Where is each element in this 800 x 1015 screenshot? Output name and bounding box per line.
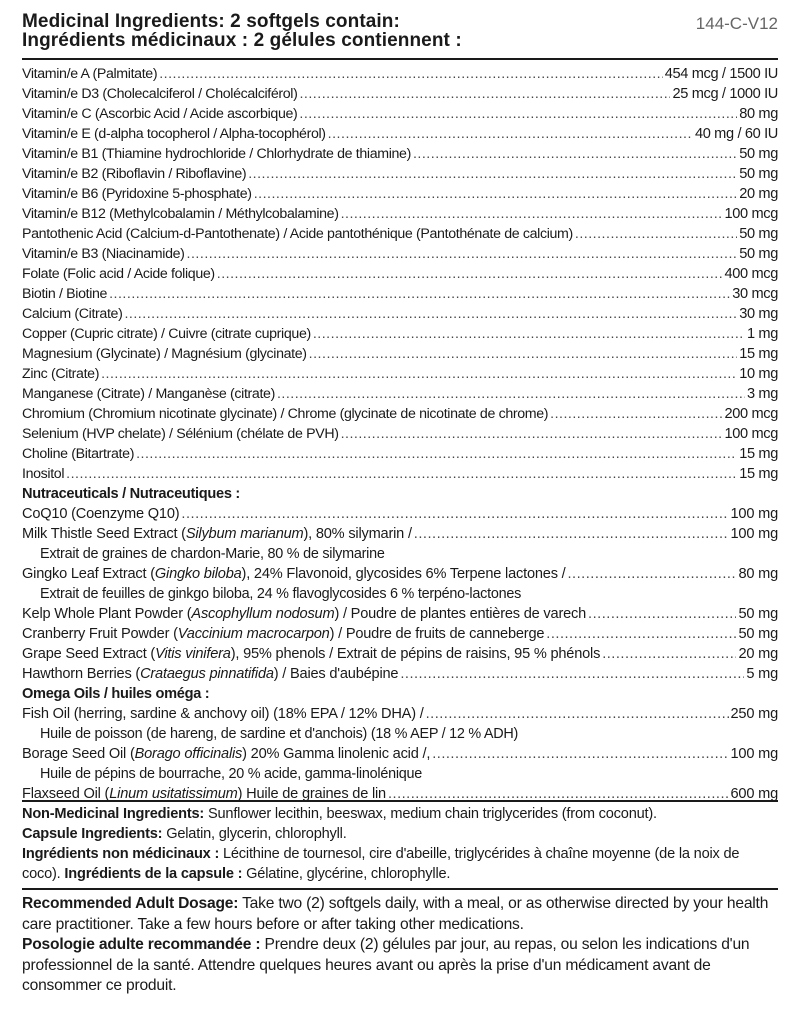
ingredient-name-part: Cranberry Fruit Powder ( [22, 626, 178, 642]
dosage-block [22, 894, 778, 997]
ingredient-amount: 30 mcg [732, 286, 778, 302]
ingredient-name: Folate (Folic acid / Acide folique) [22, 266, 215, 282]
ingredient-name-part: ), 95% phenols / Extrait de pépins de raisins, 95 % phénols [230, 646, 601, 662]
dot-leader [297, 104, 737, 124]
ingredient-row [22, 504, 778, 524]
dot-leader [157, 64, 662, 84]
ingredient-amount: 400 mcg [724, 266, 778, 282]
ingredient-name [22, 564, 566, 584]
ingredient-row [22, 744, 778, 764]
ingredient-row [22, 264, 778, 284]
label-header [22, 12, 778, 50]
ingredient-amount: 50 mg [739, 166, 778, 182]
latin-name: Borago officinalis [134, 746, 243, 762]
dot-leader [573, 224, 737, 244]
ingredient-row [22, 124, 778, 144]
ingredient-row [22, 444, 778, 464]
ingredient-name [22, 744, 430, 764]
ingredient-row [22, 304, 778, 324]
ingredient-name-part: Fish Oil (herring, sardine & anchovy oil) (18% EPA / 12% DHA) / [22, 706, 424, 722]
dot-leader [185, 244, 738, 264]
latin-name: Linum usitatissimum [109, 786, 238, 802]
ingredient-amount: 50 mg [738, 626, 778, 642]
omega-list [22, 704, 778, 804]
dot-leader [99, 364, 737, 384]
ingredient-name-part: Flaxseed Oil ( [22, 786, 110, 802]
ingredient-row [22, 704, 778, 724]
ingredient-amount: 100 mg [730, 746, 778, 762]
non-medicinal-fr: Ingrédients non médicinaux : Lécithine de tournesol, cire d'abeille, triglycérides à chaîne moyenne (de la noix de coco). Ingrédients de la capsule : Gélatine, glycérine, chlorophylle. [22, 846, 740, 882]
dot-leader [339, 204, 723, 224]
ingredient-translation: Huile de poisson (de hareng, de sardine et d'anchois) (18 % AEP / 12 % ADH) [40, 726, 519, 742]
dot-leader [548, 404, 722, 424]
dot-leader [134, 444, 737, 464]
ingredient-row [22, 104, 778, 124]
ingredient-name-part: Hawthorn Berries ( [22, 666, 141, 682]
ingredient-name-part: ), 24% Flavonoid, glycosides 6% Terpene lactones / [241, 566, 566, 582]
ingredient-amount: 3 mg [746, 386, 778, 402]
ingredient-name: Zinc (Citrate) [22, 366, 100, 382]
ingredient-name [22, 624, 544, 644]
ingredient-name-part: ) 20% Gamma linolenic acid /, [242, 746, 431, 762]
latin-name: Vitis vinifera [155, 646, 231, 662]
dot-leader [600, 644, 736, 664]
latin-name: Crataegus pinnatifida [140, 666, 274, 682]
ingredient-name: Chromium (Chromium nicotinate glycinate) / Chrome (glycinate de nicotinate de chrome) [22, 406, 549, 422]
ingredient-row [22, 284, 778, 304]
dot-leader [179, 504, 728, 524]
ingredient-name: Pantothenic Acid (Calcium-d-Pantothenate) / Acide pantothénique (Pantothénate de calcium) [22, 226, 573, 242]
ingredient-name: Vitamin/e B1 (Thiamine hydrochloride / Chlorhydrate de thiamine) [22, 146, 411, 162]
ingredient-name: Calcium (Citrate) [22, 306, 123, 322]
ingredient-row [22, 204, 778, 224]
ingredient-amount: 50 mg [739, 146, 778, 162]
ingredient-amount: 80 mg [738, 566, 778, 582]
ingredient-name-part: Grape Seed Extract ( [22, 646, 156, 662]
ingredient-translation: Huile de pépins de bourrache, 20 % acide, gamma-linolénique [40, 766, 423, 782]
ingredient-amount: 50 mg [739, 246, 778, 262]
ingredient-row [22, 184, 778, 204]
ingredient-name-part: ) / Poudre de plantes entières de varech [334, 606, 587, 622]
omega-heading: Omega Oils / huiles oméga : [22, 686, 210, 702]
ingredients-divider [22, 800, 778, 802]
ingredient-row [22, 384, 778, 404]
ingredient-name: Inositol [22, 466, 65, 482]
ingredient-name: Vitamin/e B6 (Pyridoxine 5-phosphate) [22, 186, 252, 202]
title-english: Medicinal Ingredients: 2 softgels contain: [22, 11, 400, 32]
ingredient-amount: 20 mg [738, 646, 778, 662]
dosage-divider [22, 888, 778, 890]
ingredient-name-part: ) / Baies d'aubépine [273, 666, 399, 682]
dot-leader [107, 284, 730, 304]
product-code: 144-C-V12 [695, 14, 778, 33]
ingredient-amount: 20 mg [739, 186, 778, 202]
ingredient-name-part: Gingko Leaf Extract ( [22, 566, 155, 582]
ingredient-name-part: ) / Poudre de fruits de canneberge [329, 626, 545, 642]
dot-leader [339, 424, 723, 444]
ingredient-translation: Extrait de feuilles de ginkgo biloba, 24 % flavoglycosides 6 % terpéno-lactones [40, 586, 522, 602]
ingredient-row [22, 164, 778, 184]
ingredient-row [22, 664, 778, 684]
ingredient-name [22, 644, 600, 664]
ingredient-row [22, 244, 778, 264]
ingredient-amount: 50 mg [738, 606, 778, 622]
ingredient-amount: 40 mg / 60 IU [694, 126, 778, 142]
ingredient-row [22, 364, 778, 384]
ingredient-amount: 15 mg [739, 446, 778, 462]
ingredient-amount: 600 mg [730, 786, 778, 802]
latin-name: Ascophyllum nodosum [191, 606, 335, 622]
ingredient-row [22, 224, 778, 244]
ingredient-amount: 30 mg [739, 306, 778, 322]
ingredient-row [22, 604, 778, 624]
ingredient-name: Vitamin/e B2 (Riboflavin / Riboflavine) [22, 166, 247, 182]
ingredient-row [22, 424, 778, 444]
ingredient-name: Vitamin/e C (Ascorbic Acid / Acide ascorbique) [22, 106, 298, 122]
ingredient-name: CoQ10 (Coenzyme Q10) [22, 506, 180, 522]
ingredient-name [22, 664, 398, 684]
ingredient-translation: Extrait de graines de chardon-Marie, 80 % de silymarine [40, 546, 385, 562]
title-french: Ingrédients médicinaux : 2 gélules contiennent : [22, 30, 462, 51]
ingredient-amount: 454 mcg / 1500 IU [664, 66, 778, 82]
dosage-en: Recommended Adult Dosage: Take two (2) softgels daily, with a meal, or as otherwise directed by your health care practitioner. Take a few hours before or after taking other medications. [22, 895, 769, 933]
dot-leader [398, 664, 744, 684]
dot-leader [311, 324, 745, 344]
latin-name: Vaccinium macrocarpon [177, 626, 330, 642]
dot-leader [122, 304, 737, 324]
nutraceuticals-heading: Nutraceuticals / Nutraceutiques : [22, 486, 240, 502]
ingredient-amount: 25 mcg / 1000 IU [672, 86, 778, 102]
ingredient-row [22, 564, 778, 584]
ingredient-amount: 1 mg [746, 326, 778, 342]
dot-leader [64, 464, 737, 484]
dot-leader [215, 264, 723, 284]
ingredient-row [22, 344, 778, 364]
ingredient-name: Vitamin/e A (Palmitate) [22, 66, 158, 82]
nutraceuticals-list [22, 504, 778, 684]
ingredient-name: Vitamin/e B12 (Methylcobalamin / Méthylcobalamine) [22, 206, 339, 222]
ingredient-row [22, 144, 778, 164]
ingredient-row [22, 84, 778, 104]
ingredient-list [22, 64, 778, 804]
dot-leader [307, 344, 738, 364]
ingredient-row [22, 324, 778, 344]
ingredient-name: Manganese (Citrate) / Manganèse (citrate) [22, 386, 275, 402]
ingredient-amount: 10 mg [739, 366, 778, 382]
ingredient-amount: 15 mg [739, 466, 778, 482]
ingredient-name [22, 604, 586, 624]
ingredient-row [22, 624, 778, 644]
dot-leader [586, 604, 736, 624]
capsule-en: Capsule Ingredients: Gelatin, glycerin, chlorophyll. [22, 826, 347, 842]
dot-leader [411, 144, 737, 164]
ingredient-name-part: Kelp Whole Plant Powder ( [22, 606, 192, 622]
dosage-fr: Posologie adulte recommandée : Prendre deux (2) gélules par jour, au repas, ou selon les indications d'un professionnel de la santé. Attendre quelques heures avant ou après la prise d'un médicament avant de consommer ce produit. [22, 936, 750, 994]
dot-leader [424, 704, 729, 724]
dot-leader [412, 524, 729, 544]
ingredient-row [22, 404, 778, 424]
dot-leader [275, 384, 745, 404]
ingredient-amount: 5 mg [746, 666, 778, 682]
ingredient-name: Vitamin/e D3 (Cholecalciferol / Cholécalciférol) [22, 86, 298, 102]
ingredient-name-part: ) Huile de graines de lin [237, 786, 386, 802]
non-medicinal-block [22, 804, 778, 884]
ingredient-name: Choline (Bitartrate) [22, 446, 135, 462]
dot-leader [326, 124, 693, 144]
ingredient-amount: 100 mcg [724, 426, 778, 442]
ingredient-amount: 250 mg [730, 706, 778, 722]
ingredient-name [22, 524, 412, 544]
ingredient-row [22, 524, 778, 544]
ingredient-amount: 50 mg [739, 226, 778, 242]
ingredient-name: Vitamin/e B3 (Niacinamide) [22, 246, 185, 262]
dot-leader [252, 184, 738, 204]
ingredient-name-part: ), 80% silymarin / [303, 526, 412, 542]
ingredient-name-part: Milk Thistle Seed Extract ( [22, 526, 186, 542]
dot-leader [246, 164, 737, 184]
ingredient-name: Copper (Cupric citrate) / Cuivre (citrate cuprique) [22, 326, 311, 342]
dot-leader [430, 744, 728, 764]
vitamin-mineral-list [22, 64, 778, 484]
ingredient-amount: 200 mcg [724, 406, 778, 422]
ingredient-amount: 80 mg [739, 106, 778, 122]
ingredient-amount: 15 mg [739, 346, 778, 362]
ingredient-name: Vitamin/e E (d-alpha tocopherol / Alpha-tocophérol) [22, 126, 326, 142]
dot-leader [566, 564, 737, 584]
non-medicinal-en: Non-Medicinal Ingredients: Sunflower lecithin, beeswax, medium chain triglycerides (from coconut). [22, 806, 657, 822]
dot-leader [544, 624, 736, 644]
latin-name: Gingko biloba [154, 566, 242, 582]
ingredient-name: Magnesium (Glycinate) / Magnésium (glycinate) [22, 346, 307, 362]
ingredient-name [22, 704, 424, 724]
latin-name: Silybum marianum [185, 526, 304, 542]
dot-leader [297, 84, 670, 104]
ingredient-amount: 100 mg [730, 526, 778, 542]
ingredient-name: Selenium (HVP chelate) / Sélénium (chélate de PVH) [22, 426, 339, 442]
ingredient-row [22, 464, 778, 484]
ingredient-amount: 100 mcg [724, 206, 778, 222]
ingredient-row [22, 644, 778, 664]
ingredient-name-part: Borage Seed Oil ( [22, 746, 135, 762]
ingredient-name: Biotin / Biotine [22, 286, 108, 302]
ingredient-row [22, 64, 778, 84]
header-divider [22, 58, 778, 60]
ingredient-amount: 100 mg [730, 506, 778, 522]
